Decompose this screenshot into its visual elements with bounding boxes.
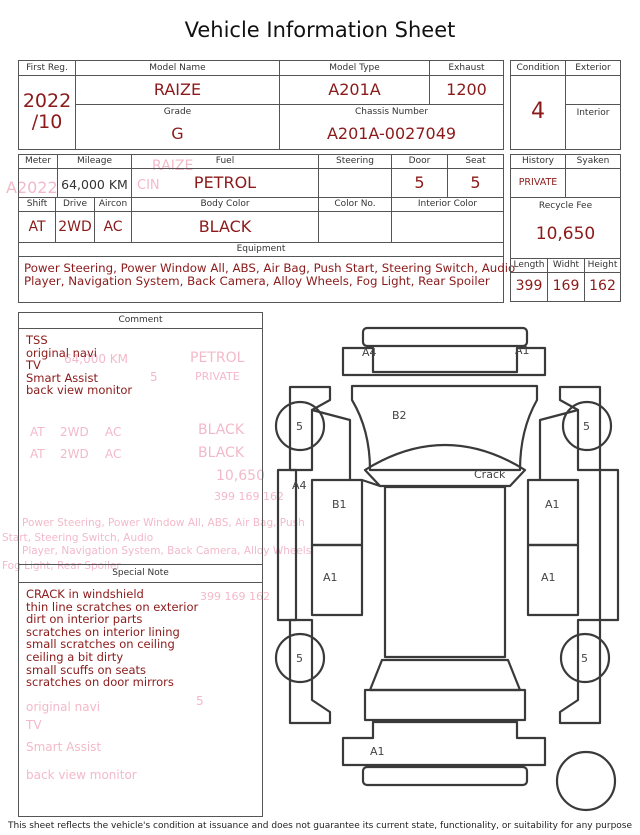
damage-mark-windshield: Crack: [474, 468, 506, 481]
syaken-label: Syaken: [576, 156, 610, 166]
ghost-text: 2WD: [60, 447, 89, 461]
drive-label: Drive: [63, 199, 87, 209]
damage-mark-rear-bumper: A1: [370, 745, 385, 758]
tire-score-rear-left: 5: [296, 652, 303, 665]
damage-mark-right-rear-door: A1: [541, 571, 556, 584]
door-value: 5: [414, 173, 425, 192]
body-color-label: Body Color: [200, 199, 250, 209]
interior-color-label: Interior Color: [417, 199, 478, 209]
height-value: 162: [589, 278, 616, 294]
special-note-item: scratches on interior lining: [26, 624, 180, 639]
ghost-text: 5: [196, 694, 204, 708]
drive-value: 2WD: [58, 219, 92, 235]
fuel-value: PETROL: [193, 173, 257, 192]
ghost-text: BLACK: [198, 445, 245, 461]
ghost-text: A2022: [6, 178, 58, 197]
tire-score-front-right: 5: [583, 420, 590, 433]
ghost-text: 5: [150, 370, 158, 384]
ghost-text: AC: [105, 425, 122, 439]
left-front-door-part: [312, 480, 362, 545]
exhaust-label: Exhaust: [448, 63, 485, 73]
chassis-label: Chassis Number: [354, 107, 429, 117]
body-color-value: BLACK: [198, 217, 252, 236]
interior-label: Interior: [576, 108, 610, 118]
model-type-value: A201A: [328, 80, 381, 99]
rear-window-part: [370, 660, 520, 690]
aircon-label: Aircon: [98, 199, 128, 209]
condition-label: Condition: [516, 63, 560, 73]
ghost-text: Start, Steering Switch, Audio: [2, 532, 154, 544]
comment-item: Smart Assist: [26, 370, 98, 385]
damage-mark-right-front-door: A1: [545, 498, 560, 511]
door-label: Door: [408, 156, 431, 166]
special-note-item: small scratches on ceiling: [26, 637, 175, 652]
first-reg-label: First Reg.: [26, 63, 68, 73]
exhaust-value: 1200: [446, 80, 487, 99]
equipment-line-2: Player, Navigation System, Back Camera, Alloy Wheels, Fog Light, Rear Spoiler: [24, 274, 490, 288]
history-value: PRIVATE: [518, 177, 558, 188]
seat-value: 5: [470, 173, 481, 192]
tire-score-front-left: 5: [296, 420, 303, 433]
special-note-item: scratches on door mirrors: [26, 675, 174, 690]
ghost-text: BLACK: [198, 422, 245, 438]
color-no-label: Color No.: [334, 199, 376, 209]
tire-score-rear-right: 5: [581, 652, 588, 665]
damage-mark-front-right-bumper: A1: [515, 344, 530, 357]
special-note-item: dirt on interior parts: [26, 612, 143, 627]
model-name-label: Model Name: [149, 63, 206, 73]
tailgate-part: [365, 690, 525, 720]
roof-part: [385, 487, 505, 657]
special-note-item: small scuffs on seats: [26, 662, 147, 677]
ghost-text: CIN: [137, 178, 160, 193]
damage-mark-left-front-door: B1: [332, 498, 347, 511]
hood-part: [352, 386, 537, 470]
spare-tire: [557, 752, 615, 810]
ghost-text: original navi: [26, 700, 101, 714]
right-front-door-part: [528, 480, 578, 545]
aircon-value: AC: [103, 219, 123, 235]
disclaimer-footer: This sheet reflects the vehicle's condition at issuance and does not guarantee its current state, functionality, or suitability for any purpose: [7, 821, 633, 831]
ghost-text: 2WD: [60, 425, 89, 439]
damage-mark-left-fender: A4: [292, 479, 307, 492]
recycle-fee-label: Recycle Fee: [538, 201, 593, 211]
ghost-text: AC: [105, 447, 122, 461]
ghost-text: TV: [26, 718, 42, 732]
length-value: 399: [515, 278, 543, 294]
right-rocker-part: [600, 470, 618, 620]
ghost-text: AT: [30, 425, 45, 439]
width-value: 169: [552, 278, 580, 294]
seat-label: Seat: [465, 156, 486, 166]
page-title: Vehicle Information Sheet: [184, 18, 456, 42]
model-name-value: RAIZE: [153, 80, 202, 99]
ghost-text: 399 169 162: [200, 590, 270, 603]
rear-bumper-part: [343, 722, 545, 765]
right-front-fender-part: [560, 387, 600, 470]
comment-item: original navi: [26, 345, 97, 360]
chassis-value: A201A-0027049: [326, 124, 457, 143]
special-note-label: Special Note: [112, 568, 169, 578]
mileage-label: Mileage: [76, 156, 113, 166]
mileage-value: 64,000 KM: [61, 177, 128, 192]
left-a-pillar-part: [312, 410, 350, 480]
ghost-text: Player, Navigation System, Back Camera, Alloy Wheels: [22, 545, 312, 557]
ghost-text: Power Steering, Power Window All, ABS, Air Bag, Push: [22, 517, 305, 529]
ghost-text: AT: [30, 447, 45, 461]
left-rocker-part: [278, 470, 296, 620]
length-label: Length: [513, 260, 545, 270]
special-note-item: ceiling a bit dirty: [26, 649, 124, 664]
first-reg-month: /10: [31, 111, 63, 133]
condition-value: 4: [531, 99, 545, 124]
comment-item: TSS: [26, 333, 48, 347]
width-label: Widht: [552, 260, 580, 270]
damage-mark-hood: B2: [392, 409, 407, 422]
comment-label: Comment: [118, 315, 163, 325]
ghost-text: 399 169 162: [214, 490, 284, 503]
comment-item: TV: [26, 358, 41, 373]
model-type-label: Model Type: [329, 63, 380, 73]
ghost-text: Fog Light, Rear Spoiler: [2, 560, 121, 572]
height-label: Height: [587, 260, 618, 270]
equipment-line-1: Power Steering, Power Window All, ABS, Air Bag, Push Start, Steering Switch, Audio: [24, 261, 516, 275]
recycle-fee-value: 10,650: [535, 224, 596, 244]
special-note-item: CRACK in windshield: [26, 587, 144, 601]
shift-value: AT: [28, 219, 46, 235]
ghost-text: back view monitor: [26, 768, 137, 782]
first-reg-year: 2022: [22, 90, 72, 112]
history-label: History: [521, 156, 555, 166]
steering-label: Steering: [336, 156, 374, 166]
exterior-label: Exterior: [575, 63, 611, 73]
front-bumper-top-part: [363, 328, 527, 346]
ghost-text: 64,000 KM: [64, 352, 129, 366]
comment-item: back view monitor: [26, 383, 133, 398]
ghost-text: 10,650: [216, 468, 265, 484]
special-note-item: thin line scratches on exterior: [26, 599, 199, 614]
meter-label: Meter: [24, 156, 52, 166]
fuel-label: Fuel: [215, 156, 235, 166]
ghost-text: Smart Assist: [26, 740, 102, 754]
ghost-text: RAIZE: [152, 158, 194, 174]
damage-mark-front-left-bumper: A4: [362, 346, 377, 359]
grade-value: G: [171, 124, 184, 143]
ghost-text: PETROL: [190, 350, 245, 366]
grade-label: Grade: [163, 107, 192, 117]
damage-mark-left-rear-door: A1: [323, 571, 338, 584]
equipment-label: Equipment: [236, 244, 286, 254]
shift-label: Shift: [26, 199, 48, 209]
rear-bumper-bottom-part: [363, 767, 527, 785]
ghost-text: PRIVATE: [195, 370, 240, 383]
